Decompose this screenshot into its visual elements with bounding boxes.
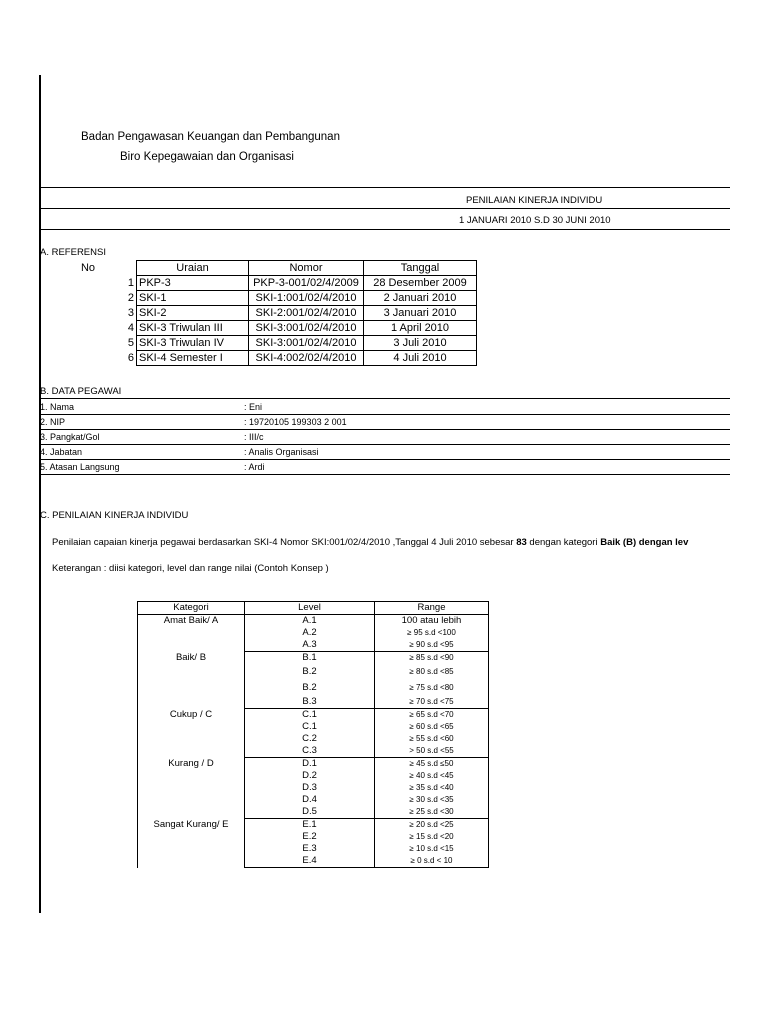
row-nomor: SKI-1:001/02/4/2010 — [249, 291, 364, 306]
table-row — [138, 709, 489, 722]
table-row — [40, 291, 477, 306]
table-row — [40, 321, 477, 336]
range-cell: ≥ 70 s.d <75 — [375, 696, 489, 709]
level-cell: E.2 — [245, 831, 375, 843]
assessment-text-mid: dengan kategori — [526, 537, 601, 548]
level-cell: D.1 — [245, 758, 375, 771]
row-uraian: SKI-3 Triwulan III — [137, 321, 249, 336]
row-uraian: SKI-4 Semester I — [137, 351, 249, 366]
row-no: 6 — [127, 352, 134, 364]
org-name: Badan Pengawasan Keuangan dan Pembangunan — [81, 131, 340, 143]
row-tanggal: 28 Desember 2009 — [364, 276, 477, 291]
level-cell: D.5 — [245, 806, 375, 819]
level-cell: B.1 — [245, 652, 375, 665]
row-no: 2 — [127, 292, 134, 304]
section-c-heading: C. PENILAIAN KINERJA INDIVIDU — [40, 510, 189, 521]
kategori-label: Amat Baik/ A — [138, 615, 245, 652]
row-nomor: SKI-3:001/02/4/2010 — [249, 321, 364, 336]
range-cell: ≥ 30 s.d <35 — [375, 794, 489, 806]
row-tanggal: 2 Januari 2010 — [364, 291, 477, 306]
kategori-label: Kurang / D — [138, 758, 245, 819]
range-cell: > 50 s.d <55 — [375, 745, 489, 758]
field-label: 1. Nama — [40, 402, 75, 412]
range-cell: ≥ 10 s.d <15 — [375, 843, 489, 855]
doc-period: 1 JANUARI 2010 S.D 30 JUNI 2010 — [459, 215, 611, 226]
row-nomor: SKI-3:001/02/4/2010 — [249, 336, 364, 351]
row-nomor: SKI-2:001/02/4/2010 — [249, 306, 364, 321]
field-label: 5. Atasan Langsung — [40, 462, 120, 472]
table-row — [138, 652, 489, 665]
range-cell: ≥ 90 s.d <95 — [375, 639, 489, 652]
table-row — [138, 819, 489, 832]
col-uraian-header: Uraian — [137, 261, 249, 276]
row-nomor: PKP-3-001/02/4/2009 — [249, 276, 364, 291]
level-cell: C.2 — [245, 733, 375, 745]
row-tanggal: 3 Januari 2010 — [364, 306, 477, 321]
col-level-header: Level — [245, 602, 375, 615]
range-cell: ≥ 0 s.d < 10 — [375, 855, 489, 868]
field-value: : III/c — [244, 432, 264, 442]
row-tanggal: 3 Juli 2010 — [364, 336, 477, 351]
level-cell: B.2 — [245, 680, 375, 696]
org-unit: Biro Kepegawaian dan Organisasi — [120, 151, 294, 163]
level-cell: A.2 — [245, 627, 375, 639]
row-nomor: SKI-4:002/02/4/2010 — [249, 351, 364, 366]
table-row — [40, 336, 477, 351]
header-rule-top — [40, 187, 730, 188]
left-margin-line — [39, 75, 41, 913]
kategori-table — [137, 601, 489, 868]
field-value: : Eni — [244, 402, 263, 412]
keterangan-note: Keterangan : diisi kategori, level dan range nilai (Contoh Konsep ) — [52, 563, 329, 574]
field-value: : 19720105 199303 2 001 — [244, 417, 347, 427]
level-cell: B.2 — [245, 664, 375, 680]
section-a-heading: A. REFERENSI — [40, 247, 106, 258]
field-value: : Analis Organisasi — [244, 447, 319, 457]
range-cell: ≥ 75 s.d <80 — [375, 680, 489, 696]
assessment-category: Baik (B) dengan lev — [600, 537, 689, 548]
range-cell: ≥ 45 s.d ≤50 — [375, 758, 489, 771]
range-cell: ≥ 85 s.d <90 — [375, 652, 489, 665]
range-cell: ≥ 95 s.d <100 — [375, 627, 489, 639]
field-value: : Ardi — [244, 462, 265, 472]
level-cell: E.4 — [245, 855, 375, 868]
table-row — [138, 758, 489, 771]
table-row — [40, 351, 477, 366]
table-row — [138, 615, 489, 628]
col-tanggal-header: Tanggal — [364, 261, 477, 276]
referensi-table — [40, 260, 477, 366]
level-cell: B.3 — [245, 696, 375, 709]
row-uraian: SKI-3 Triwulan IV — [137, 336, 249, 351]
header-rule-mid — [40, 208, 730, 209]
pegawai-rule-1 — [40, 414, 730, 415]
kategori-label: Cukup / C — [138, 709, 245, 758]
level-cell: D.3 — [245, 782, 375, 794]
kategori-label: Sangat Kurang/ E — [138, 819, 245, 868]
range-cell: ≥ 40 s.d <45 — [375, 770, 489, 782]
kategori-label: Baik/ B — [138, 652, 245, 709]
row-tanggal: 4 Juli 2010 — [364, 351, 477, 366]
col-range-header: Range — [375, 602, 489, 615]
row-uraian: PKP-3 — [137, 276, 249, 291]
kategori-header-row — [138, 602, 489, 615]
range-cell: ≥ 80 s.d <85 — [375, 664, 489, 680]
section-b-heading: B. DATA PEGAWAI — [40, 386, 122, 397]
range-cell: ≥ 60 s.d <65 — [375, 721, 489, 733]
level-cell: C.1 — [245, 721, 375, 733]
row-tanggal: 1 April 2010 — [364, 321, 477, 336]
range-cell: ≥ 65 s.d <70 — [375, 709, 489, 722]
table-row — [40, 306, 477, 321]
range-cell: ≥ 55 s.d <60 — [375, 733, 489, 745]
pegawai-rule-4 — [40, 459, 730, 460]
range-cell: ≥ 20 s.d <25 — [375, 819, 489, 832]
level-cell: E.1 — [245, 819, 375, 832]
assessment-text: Penilaian capaian kinerja pegawai berdasarkan SKI-4 Nomor SKI:001/02/4/2010 ,Tanggal 4 Juli 2010 sebesar — [52, 537, 517, 548]
range-cell: ≥ 35 s.d <40 — [375, 782, 489, 794]
pegawai-rule-2 — [40, 429, 730, 430]
level-cell: A.1 — [245, 615, 375, 628]
range-cell: 100 atau lebih — [375, 615, 489, 628]
range-cell: ≥ 15 s.d <20 — [375, 831, 489, 843]
field-label: 4. Jabatan — [40, 447, 83, 457]
row-no: 4 — [127, 322, 134, 334]
referensi-header-row — [40, 261, 477, 276]
level-cell: D.4 — [245, 794, 375, 806]
row-no: 3 — [127, 307, 134, 319]
row-no: 5 — [127, 337, 134, 349]
level-cell: A.3 — [245, 639, 375, 652]
row-uraian: SKI-1 — [137, 291, 249, 306]
level-cell: C.3 — [245, 745, 375, 758]
field-label: 3. Pangkat/Gol — [40, 432, 100, 442]
col-no-header: No — [80, 262, 96, 274]
level-cell: D.2 — [245, 770, 375, 782]
field-label: 2. NIP — [40, 417, 66, 427]
pegawai-rule-3 — [40, 444, 730, 445]
col-kategori-header: Kategori — [138, 602, 245, 615]
row-no: 1 — [127, 277, 134, 289]
table-row — [40, 276, 477, 291]
row-uraian: SKI-2 — [137, 306, 249, 321]
assessment-score: 83 — [516, 537, 527, 548]
range-cell: ≥ 25 s.d <30 — [375, 806, 489, 819]
level-cell: E.3 — [245, 843, 375, 855]
assessment-sentence — [52, 537, 730, 548]
doc-title: PENILAIAN KINERJA INDIVIDU — [466, 195, 603, 206]
col-nomor-header: Nomor — [249, 261, 364, 276]
pegawai-rule-0 — [40, 398, 730, 399]
pegawai-rule-5 — [40, 474, 730, 475]
level-cell: C.1 — [245, 709, 375, 722]
header-rule-bottom — [40, 229, 730, 230]
